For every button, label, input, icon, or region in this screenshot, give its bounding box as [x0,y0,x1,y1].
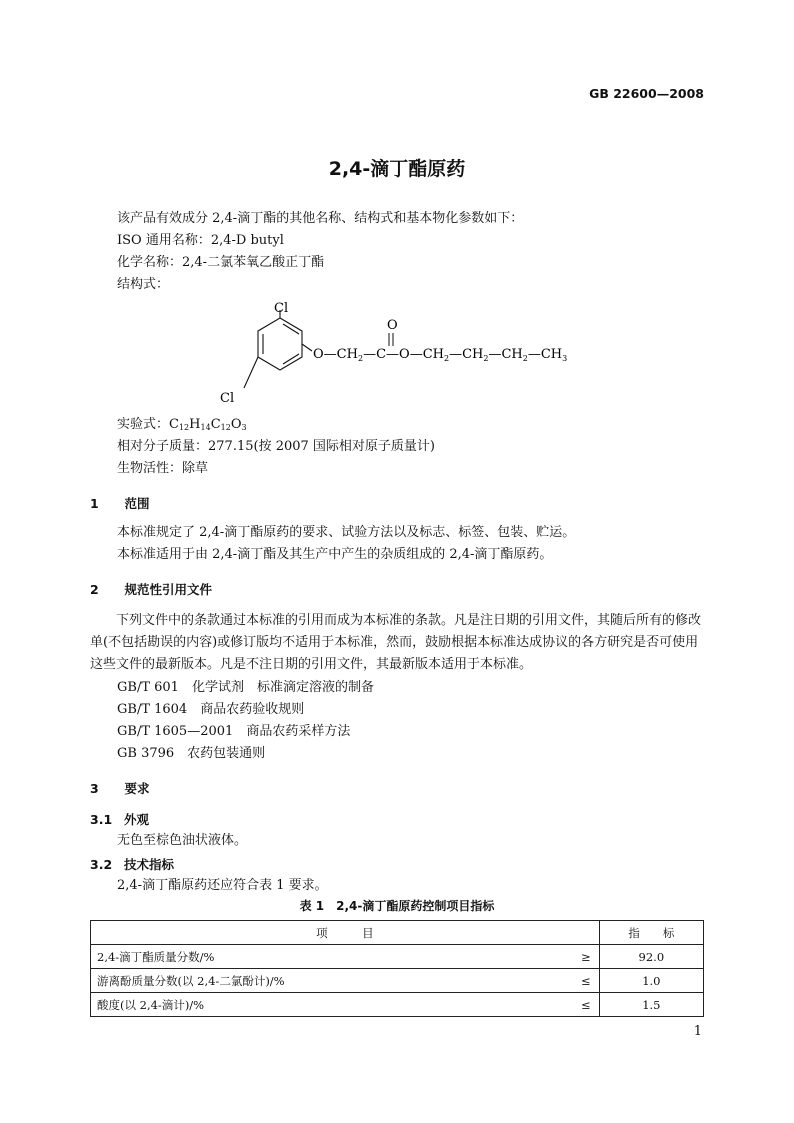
row-operator: ≤ [569,993,600,1017]
page-title: 2,4-滴丁酯原药 [328,158,466,180]
scope-paragraph-2: 本标准适用于由 2,4-滴丁酯及其生产中产生的杂质组成的 2,4-滴丁酯原药。 [117,547,553,562]
carbonyl-carbon: C [376,347,387,362]
row-value: 1.5 [599,993,703,1017]
benzene-ring [244,310,312,388]
structural-formula [200,296,600,412]
chain-oxygen-2: O [399,347,410,362]
chain-oxygen-1: O [313,347,324,362]
reference-item: GB/T 1604 商品农药验收规则 [117,702,305,717]
row-item: 2,4-滴丁酯质量分数/% [91,945,569,969]
carbonyl-oxygen: O [387,318,398,333]
molecular-mass: 相对分子质量：277.15(按 2007 国际相对原子质量计) [117,439,435,454]
carbonyl-double-bond [389,333,393,346]
standard-number: GB 22600—2008 [589,86,704,101]
row-operator: ≤ [569,969,600,993]
reference-item: GB 3796 农药包装通则 [117,746,266,761]
iso-name: ISO 通用名称：2,4-D butyl [117,233,284,248]
row-item: 酸度(以 2,4-滴计)/% [91,993,569,1017]
table-caption: 表 1 2,4-滴丁酯原药控制项目指标 [299,899,495,913]
table-row [91,969,704,993]
biological-activity: 生物活性：除草 [117,461,209,476]
page-number: 1 [693,1024,702,1039]
row-value: 92.0 [599,945,703,969]
scope-paragraph-1: 本标准规定了 2,4-滴丁酯原药的要求、试验方法以及标志、标签、包装、贮运。 [117,525,576,540]
section-heading-references: 2 规范性引用文件 [90,582,213,597]
section-heading-scope: 1 范围 [90,496,150,511]
chlorine-top: Cl [274,301,289,316]
appearance-text: 无色至棕色油状液体。 [117,833,248,848]
specs-text: 2,4-滴丁酯原药还应符合表 1 要求。 [117,878,328,893]
reference-item: GB/T 601 化学试剂 标准滴定溶液的制备 [117,680,374,695]
ester-chain: $O—CH_2—C—O—CH_2—CH_2—CH_2—CH_3$ [313,347,568,363]
table-row [91,993,704,1017]
structure-label: 结构式： [117,277,170,292]
subsection-heading-specs: 3.2 技术指标 [90,857,175,872]
row-item: 游离酚质量分数(以 2,4-二氯酚计)/% [91,969,569,993]
row-value: 1.0 [599,969,703,993]
header-item: 项 目 [91,921,600,945]
intro-line: 该产品有效成分 2,4-滴丁酯的其他名称、结构式和基本物化参数如下： [117,211,524,226]
spec-table [90,920,704,1017]
chemical-name: 化学名称：2,4-二氯苯氧乙酸正丁酯 [117,255,325,270]
table-row [91,945,704,969]
chlorine-bottom: Cl [220,391,235,406]
subsection-heading-appearance: 3.1 外观 [90,812,150,827]
empirical-formula: 实验式：$C_{12}H_{14}C_{12}O_3$ [117,417,247,432]
table-header-row [91,921,704,945]
row-operator: ≥ [569,945,600,969]
section-heading-requirements: 3 要求 [90,781,150,796]
reference-item: GB/T 1605—2001 商品农药采样方法 [117,724,351,739]
references-paragraph: 下列文件中的条款通过本标准的引用而成为本标准的条款。凡是注日期的引用文件，其随后所有的修改单(不包括勘误的内容)或修订版均不适用于本标准，然而，鼓励根据本标准达成协议的各方研究是否可使用这些文件的最新版本。凡是不注日期的引用文件，其最新版本适用于本标准。 [90,613,702,672]
header-value: 指 标 [599,921,703,945]
